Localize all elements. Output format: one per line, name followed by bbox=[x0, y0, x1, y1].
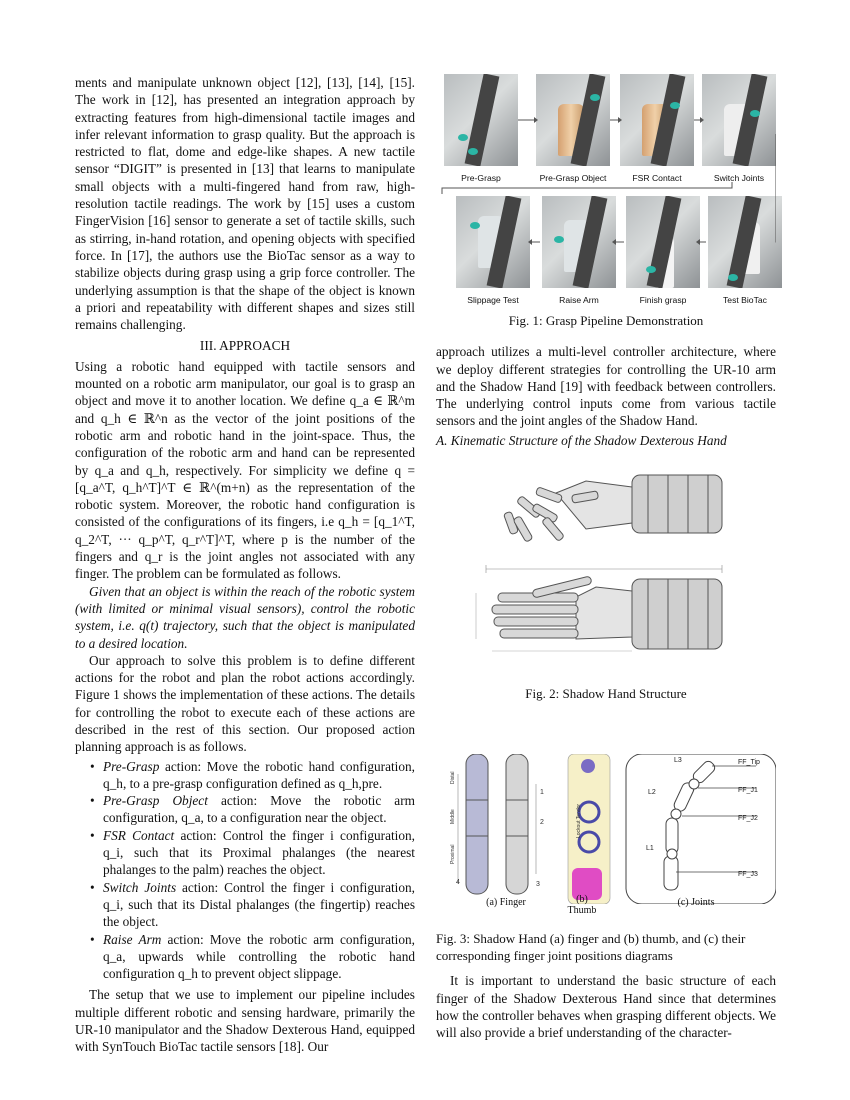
action-list bbox=[75, 758, 415, 983]
paragraph-related-work: ments and manipulate unknown object [12], [13], [14], [15]. The work in [12], has presented an integration approach by extracting features from high-dimensional tactile images and infer relevant information to grasp quality. But the approach is restricted to flat, dome and edge-like shapes. A new tactile sensor “DIGIT” is presented in [13] that learns to manipulate small objects with a multi-fingered hand from raw, high-resolution tactile readings. The work by [15] uses a custom FingerVision [16] sensor to generate a set of tactile skills, such as stirring, in-hand rotation, and opening objects with specified force. In [17], the authors use the BioTac sensor as a way to stabilize objects during grasp using a grip force controller. The underlying assumption is that the shape of the object is known a priori and repeatability with different shapes and sizes still remains challenging. bbox=[75, 75, 415, 333]
list-item: • Switch Joints action: Control the finger i configuration, q_i, such that its Distal phalanges (the fingertip) reaches the object. bbox=[103, 879, 415, 931]
label-finish-grasp: Finish grasp bbox=[639, 295, 687, 305]
joint-label-ff-j1: FF_J1 bbox=[738, 787, 758, 795]
list-item: • Raise Arm action: Move the robotic arm configuration, q_a, upwards while controlling the robotic hand configuration q_h to prevent object slippage. bbox=[103, 931, 415, 983]
figure2-caption: Fig. 2: Shadow Hand Structure bbox=[525, 686, 687, 702]
paragraph-setup: The setup that we use to implement our pipeline includes multiple different robotic and sensing hardware, primarily the UR-10 manipulator and the Shadow Dexterous Hand, equipped with SynTouch BioTac tactile sensors [18]. Our bbox=[75, 987, 415, 1055]
label-slippage-test: Slippage Test bbox=[467, 295, 519, 305]
paragraph-finger-structure: It is important to understand the basic structure of each finger of the Shadow Dexterous Hand since that determines how the controller behaves when grasping different objects. We will also provide a brief understanding of the character- bbox=[436, 973, 776, 1041]
joint-label-ff-j3: FF_J3 bbox=[738, 871, 758, 879]
joint-label-l1: L1 bbox=[646, 845, 654, 853]
joint-label-ff-j2: FF_J2 bbox=[738, 815, 758, 823]
list-item: • FSR Contact action: Control the finger i configuration, q_i, such that its Proximal phalanges (the nearest phalanges to the palm) reaches the object. bbox=[103, 827, 415, 879]
joint-label-l3: L3 bbox=[674, 757, 682, 765]
finger-number-2: 2 bbox=[540, 819, 544, 827]
subcaption-finger: (a) Finger bbox=[486, 897, 526, 909]
subsection-heading: A. Kinematic Structure of the Shadow Dexterous Hand bbox=[436, 432, 727, 448]
joint-label-l2: L2 bbox=[648, 789, 656, 797]
figure-grasp-pipeline bbox=[436, 74, 776, 306]
subcaption-joints: (c) Joints bbox=[677, 897, 715, 909]
list-item: • Pre-Grasp Object action: Move the robotic arm configuration, q_a, to a configuration near the object. bbox=[103, 792, 415, 827]
label-test-biotac: Test BioTac bbox=[723, 295, 767, 305]
finger-number-1: 1 bbox=[540, 789, 544, 797]
finger-number-4: 4 bbox=[456, 879, 460, 887]
figure3-caption: Fig. 3: Shadow Hand (a) finger and (b) thumb, and (c) their corresponding finger joint positions diagrams bbox=[436, 931, 746, 964]
right-column bbox=[436, 74, 776, 1042]
finger-number-3: 3 bbox=[536, 881, 540, 889]
paragraph-approach-intro: Using a robotic hand equipped with tactile sensors and mounted on a robotic arm manipulator, our goal is to grasp an object and move it to another location. We define q_a ∈ ℝ^m and q_h ∈ ℝ^n as the vector of the joint positions of the robotic arm and robotic hand in the joint-space. Thus, the configuration of the robotic arm and hand can be represented by q_a and q_h, respectively. For simplicity we define q = [q_a^T, q_h^T]^T ∈ ℝ^(m+n) as the representation of the robotic system. Moreover, the robotic hand configuration is consisted of the configurations of its fingers, i.e q_h = [q_1^T, q_2^T, ··· q_p^T, q_r^T]^T, where p is the number of the fingers and q_r is the joint angles not associated with any finger. The problem can be formulated as follows. bbox=[75, 358, 415, 582]
label-pre-grasp: Pre-Grasp bbox=[461, 173, 501, 183]
label-pre-grasp-object: Pre-Grasp Object bbox=[539, 173, 607, 183]
paragraph-approach-overview: Our approach to solve this problem is to define different actions for the robot and plan the robot actions accordingly. Figure 1 shows the implementation of these actions. The details for controlling the robot to execute each of these actions are described in the rest of this section. Our proposed action planning approach is as follows. bbox=[75, 652, 415, 755]
finger-label-distal: Distal bbox=[450, 771, 456, 785]
pipeline-arrows bbox=[436, 74, 776, 306]
paragraph-problem-statement: Given that an object is within the reach of the robotic system (with limited or minimal visual sensors), control the robotic system, i.e. q(t) trajectory, such that the object is manipulated to a desired location. bbox=[75, 583, 415, 651]
shadow-hand-drawing bbox=[436, 451, 776, 683]
paragraph-controller: approach utilizes a multi-level controller architecture, where we deploy different strategies for controlling the UR-10 arm and the Shadow Hand [19] with feedback between controllers. The underlying control inputs come from various tactile sensors and the joint angles of the Shadow Hand. bbox=[436, 344, 776, 429]
joint-label-ff-tip: FF_Tip bbox=[738, 759, 760, 767]
thumb-label: Lockout Tendor bbox=[576, 804, 582, 839]
label-fsr-contact: FSR Contact bbox=[632, 173, 682, 183]
section-heading: III. APPROACH bbox=[199, 338, 291, 354]
finger-diagrams bbox=[436, 754, 776, 904]
left-column bbox=[75, 74, 415, 1056]
figure1-caption: Fig. 1: Grasp Pipeline Demonstration bbox=[508, 313, 704, 328]
figure-shadow-hand-structure bbox=[436, 451, 776, 683]
subcaption-thumb: (b) Thumb bbox=[567, 894, 597, 917]
figure-finger-joints bbox=[436, 754, 776, 917]
label-raise-arm: Raise Arm bbox=[559, 295, 599, 305]
list-item: • Pre-Grasp action: Move the robotic hand configuration, q_h, to a pre-grasp configuration defined as q_h,pre. bbox=[103, 758, 415, 793]
finger-label-middle: Middle bbox=[450, 809, 456, 825]
label-switch-joints: Switch Joints bbox=[713, 173, 765, 183]
finger-label-proximal: Proximal bbox=[450, 844, 456, 865]
